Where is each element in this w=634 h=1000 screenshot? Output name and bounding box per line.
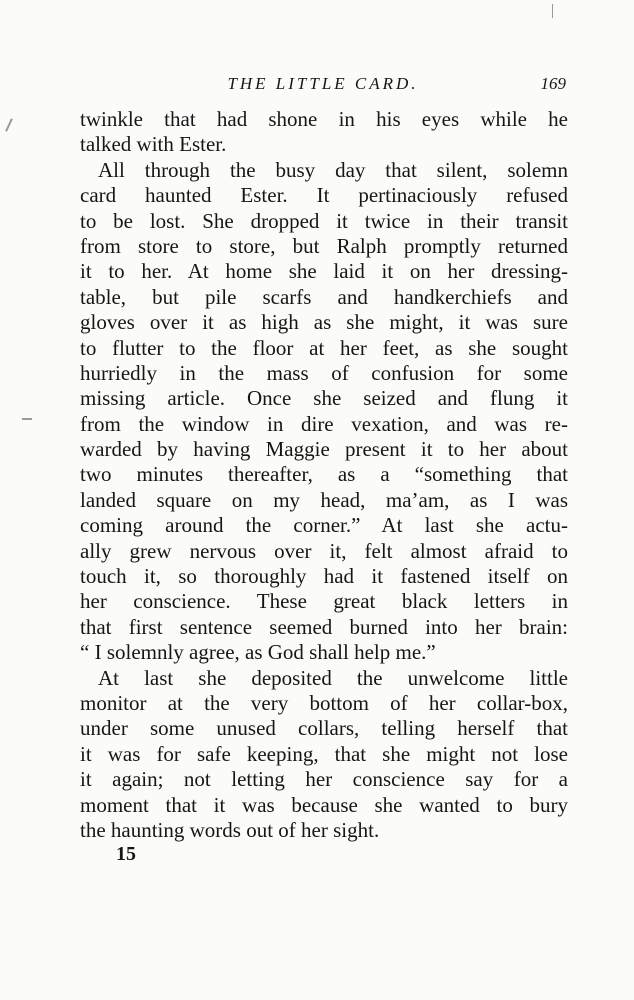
running-head [80,72,566,98]
text-line: gloves over it as high as she might, it was sure [80,310,568,335]
text-line: table, but pile scarfs and handkerchiefs and [80,284,568,309]
text-line: two minutes thereafter, as a “something that [80,462,568,487]
text-line: missing article. Once she seized and flung it [80,386,568,411]
text-line: moment that it was because she wanted to bury [80,792,568,817]
text-line: it was for safe keeping, that she might not lose [80,741,568,766]
text-line: card haunted Ester. It pertinaciously refused [80,183,568,208]
page-number: 169 [540,74,566,93]
text-line: touch it, so thoroughly had it fastened itself on [80,564,568,589]
text-line: to be lost. She dropped it twice in their transit [80,208,568,233]
text-line: “ I solemnly agree, as God shall help me.” [80,640,436,665]
text-line: to flutter to the floor at her feet, as she sought [80,335,568,360]
text-line: monitor at the very bottom of her collar-box, [80,690,568,715]
text-line: twinkle that had shone in his eyes while he [80,107,568,131]
text-line: under some unused collars, telling herself that [80,716,568,741]
text-line: hurriedly in the mass of confusion for some [80,360,568,385]
text-line: landed square on my head, ma’am, as I was [80,487,568,512]
text-line: coming around the corner.” At last she actu- [80,513,568,538]
text-line: At last she deposited the unwelcome little [98,665,568,690]
text-line: warded by having Maggie present it to her about [80,437,568,462]
signature-mark: 15 [116,843,136,865]
text-line: that first sentence seemed burned into her brain: [80,614,568,639]
text-line: the haunting words out of her sight. [80,817,380,842]
text-line: talked with Ester. [80,132,227,157]
margin-speck [22,418,32,420]
margin-speck [5,118,13,132]
text-line: ally grew nervous over it, felt almost afraid to [80,538,568,563]
text-line: from the window in dire vexation, and was re- [80,411,568,436]
text-line: it again; not letting her conscience say for a [80,767,568,792]
text-line: from store to store, but Ralph promptly returned [80,233,568,258]
body-text [80,107,568,843]
text-line: her conscience. These great black letters in [80,589,568,614]
text-line: it to her. At home she laid it on her dressing- [80,259,568,284]
margin-speck [552,4,553,18]
text-line: All through the busy day that silent, solemn [98,157,568,182]
running-title: THE LITTLE CARD. [227,74,419,93]
